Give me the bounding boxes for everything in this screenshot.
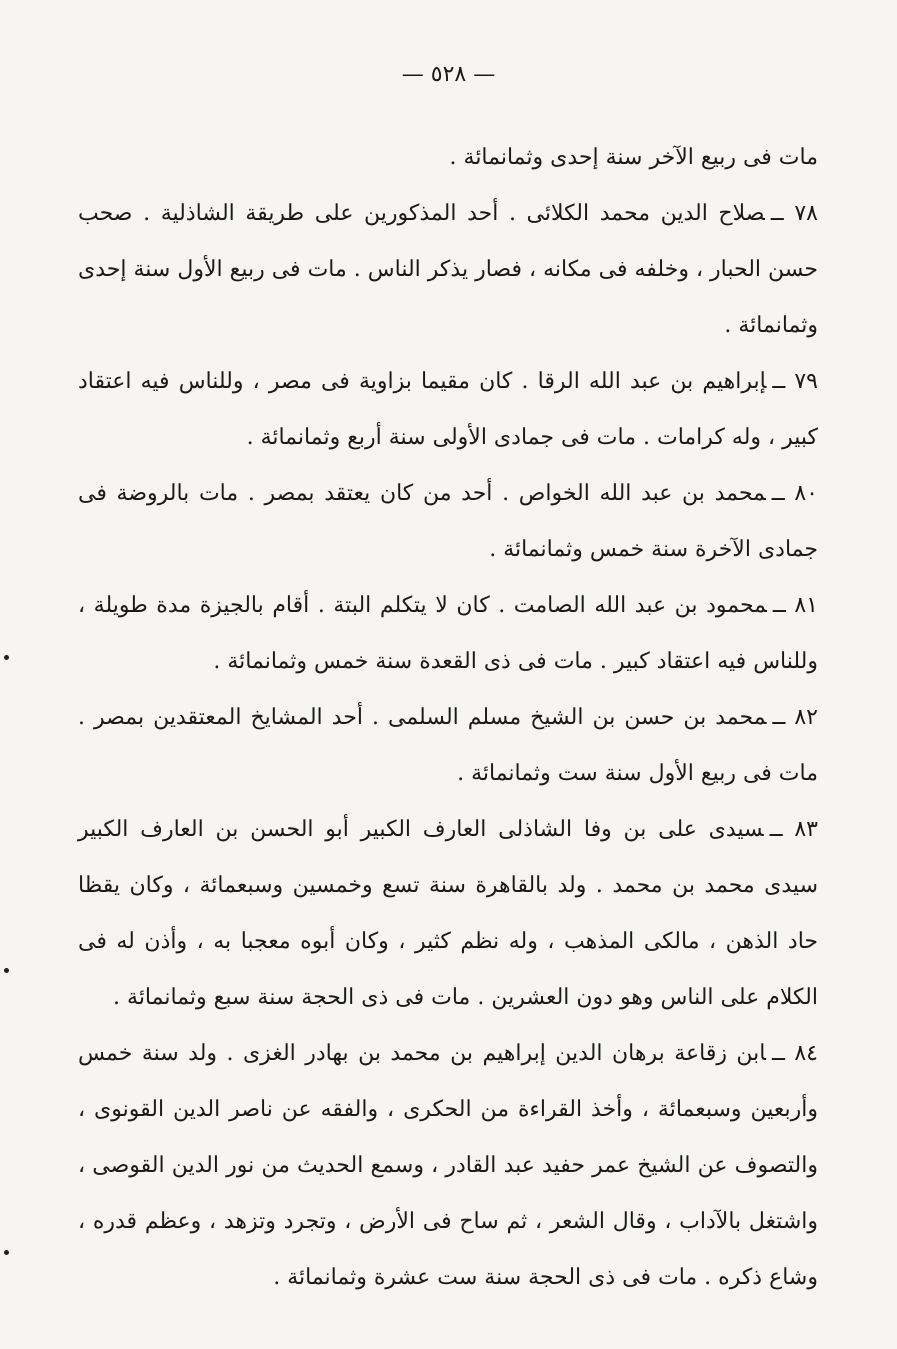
- entry-text: ابن زقاعة برهان الدين إبراهيم بن محمد بن بهادر الغزى . ولد سنة خمس وأربعين وسبعمائة ، وأخذ القراءة من الحكرى ، والفقه عن ناصر الدين القونوى ، والتصوف عن الشيخ عمر حفيد عبد القادر ، وسمع الحديث من نور الدين القوصى ، واشتغل بالآداب ، وقال الشعر ، ثم ساح فى الأرض ، وتجرد وتزهد ، وعظم قدره ، وشاع ذكره . مات فى ذى الحجة سنة ست عشرة وثمانمائة .: [78, 1041, 818, 1290]
- entry-number: ٨٤ ــ: [772, 1041, 818, 1066]
- entry-80: [78, 466, 818, 578]
- entry-number: ٧٨ ــ: [770, 201, 818, 226]
- margin-mark: [4, 655, 9, 660]
- entry-number: ٨٠ ــ: [771, 481, 818, 506]
- entry-number: ٨٣ ــ: [769, 817, 818, 842]
- entry-78: [78, 186, 818, 354]
- entry-text: محمد بن حسن بن الشيخ مسلم السلمى . أحد المشايخ المعتقدين بمصر . مات فى ربيع الأول سنة ست وثمانمائة .: [78, 705, 818, 786]
- page-number: — ٥٢٨ —: [401, 62, 496, 87]
- entry-79: [78, 354, 818, 466]
- entry-text: محمود بن عبد الله الصامت . كان لا يتكلم البتة . أقام بالجيزة مدة طويلة ، وللناس فيه اعتقاد كبير . مات فى ذى القعدة سنة خمس وثمانمائة .: [78, 593, 818, 674]
- entry-82: [78, 690, 818, 802]
- entry-text: صلاح الدين محمد الكلائى . أحد المذكورين على طريقة الشاذلية . صحب حسن الحبار ، وخلفه فى مكانه ، فصار يذكر الناس . مات فى ربيع الأول سنة إحدى وثمانمائة .: [78, 201, 818, 338]
- entry-text: سيدى على بن وفا الشاذلى العارف الكبير أبو الحسن بن العارف الكبير سيدى محمد بن محمد . ولد بالقاهرة سنة تسع وخمسين وسبعمائة ، وكان يقظا حاد الذهن ، مالكى المذهب ، وله نظم كثير ، وكان أبوه معجبا به ، وأذن له فى الكلام على الناس وهو دون العشرين . مات فى ذى الحجة سنة سبع وثمانمائة .: [78, 817, 818, 1010]
- entry-number: ٧٩ ــ: [772, 369, 818, 394]
- entry-text: إبراهيم بن عبد الله الرقا . كان مقيما بزاوية فى مصر ، وللناس فيه اعتقاد كبير ، وله كرامات . مات فى جمادى الأولى سنة أربع وثمانمائة .: [78, 369, 818, 450]
- margin-mark: [4, 968, 9, 973]
- entry-83: [78, 802, 818, 1026]
- entry-number: ٨٢ ــ: [772, 705, 818, 730]
- margin-mark: [4, 1250, 9, 1255]
- entry-text: محمد بن عبد الله الخواص . أحد من كان يعتقد بمصر . مات بالروضة فى جمادى الآخرة سنة خمس وثمانمائة .: [78, 481, 818, 562]
- entry-84: [78, 1026, 818, 1306]
- main-text: [78, 130, 818, 1306]
- continuation-paragraph: مات فى ربيع الآخر سنة إحدى وثمانمائة .: [449, 145, 818, 170]
- entry-number: ٨١ ــ: [772, 593, 818, 618]
- entry-81: [78, 578, 818, 690]
